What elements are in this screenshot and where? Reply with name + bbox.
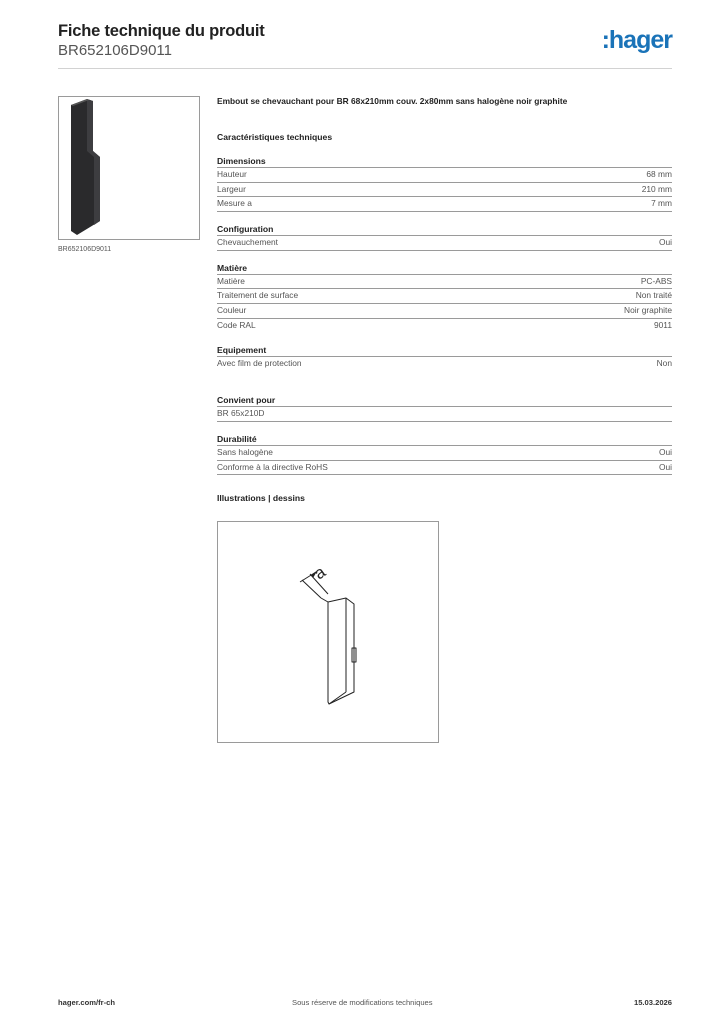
table-row [217,182,672,197]
table-row [217,406,672,421]
section-title-configuration: Configuration [217,224,274,235]
footer-notice: Sous réserve de modifications techniques [292,998,433,1007]
header-divider [58,68,672,69]
table-row [217,196,672,211]
row-value: 68 mm [646,169,672,179]
row-label: Sans halogène [217,446,273,457]
technical-content [217,96,672,503]
row-label: Chevauchement [217,237,278,248]
section-title-dimensions: Dimensions [217,156,266,166]
section-title-matiere: Matière [217,262,248,273]
row-label: Avec film de protection [217,357,302,368]
row-value: Non traité [635,290,672,301]
logo-text: hager [608,26,672,54]
page-header [58,22,265,59]
row-label: Mesure a [217,198,252,209]
table-row [217,274,672,289]
section-title-convient: Convient pour [217,395,276,406]
equipement-table [217,356,672,371]
footer-website-link[interactable]: hager.com/fr-ch [58,998,115,1007]
illustrations-title: Illustrations | dessins [217,493,305,504]
row-value: Oui [658,446,672,457]
row-label: Conforme à la directive RoHS [217,461,328,472]
product-photo-icon [59,97,201,241]
dimensions-table [217,167,672,212]
row-value: Non [656,357,672,368]
table-row [217,318,672,333]
row-label: Matière [217,275,245,286]
product-description: Embout se chevauchant pour BR 68x210mm couv. 2x80mm sans halogène noir graphite [217,96,568,106]
configuration-table [217,235,672,251]
durabilite-table [217,445,672,475]
matiere-table [217,274,672,333]
table-row [217,167,672,182]
logo-dots: : [601,26,609,54]
table-end-rule [217,250,672,251]
table-row [217,235,672,250]
section-title-durabilite: Durabilité [217,433,257,444]
end-cap-drawing-icon [218,522,440,744]
convient-table [217,406,672,422]
row-value: 210 mm [641,183,672,194]
technical-drawing-frame [217,521,439,743]
product-reference: BR652106D9011 [58,42,172,59]
row-label: Hauteur [217,169,247,179]
row-value: 9011 [653,319,672,330]
section-title-equipement: Equipement [217,344,267,355]
table-row [217,445,672,460]
row-label: Code RAL [217,319,256,330]
table-row [217,460,672,475]
table-row [217,288,672,303]
table-end-rule [217,211,672,212]
table-end-rule [217,421,672,422]
row-value: Oui [658,461,672,472]
dimension-label-a: a [310,562,330,584]
footer-date: 15.03.2026 [633,998,672,1007]
table-row [217,303,672,318]
row-value: Noir graphite [624,305,672,316]
characteristics-title: Caractéristiques techniques [217,132,333,142]
row-label: BR 65x210D [217,408,265,419]
row-value: 7 mm [651,198,672,209]
table-end-rule [217,474,672,475]
hager-logo [602,26,672,55]
row-value: Oui [658,237,672,248]
row-label: Traitement de surface [217,290,299,301]
product-image-caption: BR652106D9011 [58,246,112,253]
product-image-frame [58,96,200,240]
row-value: PC-ABS [640,275,672,286]
row-label: Couleur [217,305,247,316]
row-label: Largeur [217,183,246,194]
document-title: Fiche technique du produit [58,22,265,40]
table-row [217,356,672,371]
